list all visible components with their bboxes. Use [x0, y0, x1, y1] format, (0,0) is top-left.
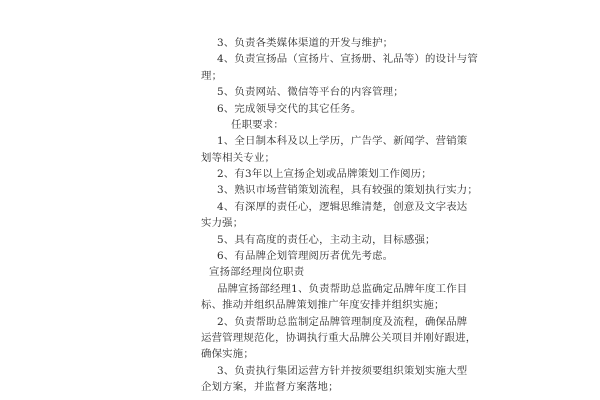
text-line: 3、负责各类媒体渠道的开发与维护； — [217, 37, 394, 49]
text-line: 划等相关专业； — [201, 151, 276, 164]
text-line: 企划方案，并监督方案落地； — [201, 381, 339, 393]
text-line: 标、推动并组织品牌策划推广年度安排并组织实施； — [201, 299, 445, 312]
text-line: 5、负责网站、微信等平台的内容管理； — [217, 86, 404, 99]
text-line: 1、全日制本科及以上学历，广告学、新闻学、营销策 — [217, 135, 468, 148]
text-line: 6、完成领导交代的其它任务。 — [217, 102, 362, 115]
text-line: 理； — [201, 69, 223, 82]
text-line: 2、负责帮助总监制定品牌管理制度及流程，确保品牌 — [217, 315, 468, 328]
text-line: 实力强； — [201, 217, 244, 230]
text-line: 5、具有高度的责任心，主动主动，目标感强； — [217, 233, 436, 246]
text-line: 3、熟识市场营销策划流程，具有较强的策划执行实力； — [217, 184, 478, 197]
text-line: 运营管理规范化，协调执行重大品牌公关项目并刚好跟进， — [201, 331, 477, 344]
text-line: 4、有深厚的责任心，逻辑思维清楚，创意及文字表达 — [217, 200, 468, 213]
text-line: 确保实施； — [201, 348, 254, 361]
text-line: 6、有品牌企划管理阅历者优先考虑。 — [217, 250, 394, 262]
section-heading: 任职要求： — [231, 118, 284, 131]
text-line: 2、有3年以上宣扬企划或品牌策划工作阅历； — [217, 168, 432, 180]
text-line: 品牌宣扬部经理1、负责帮助总监确定品牌年度工作目 — [217, 282, 468, 295]
text-line: 3、负责执行集团运营方针并按须要组织策划实施大型 — [217, 364, 468, 377]
text-line: 4、负责宣扬品（宣扬片、宣扬册、礼品等）的设计与管 — [217, 53, 478, 66]
section-heading: 宣扬部经理岗位职责 — [209, 266, 305, 279]
